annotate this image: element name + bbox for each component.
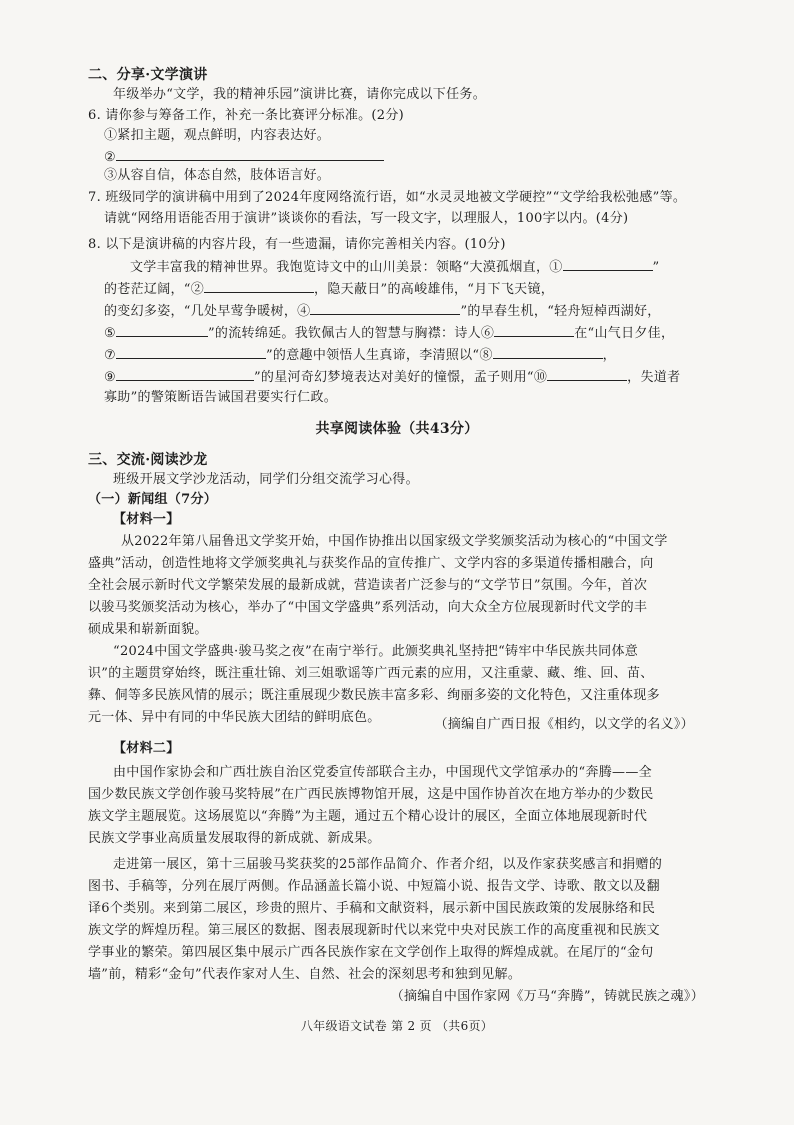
material-1-line: 以骏马奖颁奖活动为核心，举办了“中国文学盛典”系列活动，向大众全方位展现新时代文学的丰: [88, 600, 648, 615]
passage-text: ⑨: [104, 370, 116, 385]
material-1-line: “2024中国文学盛典·骏马奖之夜”在南宁举行。此颁奖典礼坚持把“铸牢中华民族共同体意: [113, 644, 639, 659]
answer-blank-2[interactable]: [204, 279, 314, 293]
answer-blank-1[interactable]: [563, 257, 653, 271]
passage-text: ”的早春生机，“轻舟短棹西湖好，: [460, 304, 661, 319]
answer-blank-9[interactable]: [116, 367, 254, 381]
material-1-line: 盛典”活动，创造性地将文学颁奖典礼与获奖作品的宣传推广、文学内容的多渠道传播相融合，向: [88, 556, 654, 571]
q6-criterion-2: [104, 147, 384, 167]
q8-passage-line-6: [104, 367, 680, 387]
material-2-line: 图书、手稿等，分列在展厅两侧。作品涵盖长篇小说、中短篇小说、报告文学、诗歌、散文以及翻: [88, 879, 660, 894]
passage-text: ”: [652, 260, 660, 275]
page-footer: 八年级语文试卷 第 2 页 （共6页）: [300, 1019, 494, 1033]
passage-text: 的变幻多姿，“几处早莺争暖树，④: [104, 304, 311, 319]
material-1-source: （摘编自广西日报《相约，以文学的名义》）: [434, 717, 694, 732]
section-heading: 二、分享·文学演讲: [88, 67, 208, 83]
answer-blank-7[interactable]: [116, 345, 266, 359]
section-intro: 班级开展文学沙龙活动，同学们分组交流学习心得。: [113, 472, 419, 487]
material-2-label: 【材料二】: [113, 741, 180, 756]
material-2-line: 族文学的辉煌历程。第三展区的数据、图表展现新时代以来党中央对民族工作的高度重视和民族文: [88, 923, 660, 938]
material-2-line: 译6个类别。来到第二展区，珍贵的照片、手稿和文献资料，展示新中国民族政策的发展脉络和民: [88, 901, 656, 916]
passage-text: ⑤: [104, 326, 116, 341]
answer-blank-4[interactable]: [310, 301, 460, 315]
answer-blank-5[interactable]: [116, 323, 208, 337]
q6-item-label: ②: [104, 150, 116, 165]
section-heading: 三、交流·阅读沙龙: [88, 452, 208, 468]
material-1-line: 彝、侗等多民族风情的展示；既注重展现少数民族丰富多彩、绚丽多姿的文化特色，又注重体现多: [88, 688, 660, 703]
answer-blank-10[interactable]: [547, 367, 627, 381]
question-6-stem: 6. 请你参与筹备工作，补充一条比赛评分标准。(2分): [88, 108, 405, 123]
answer-blank-8[interactable]: [493, 345, 603, 359]
passage-text: 在“山气日夕佳，: [574, 326, 675, 341]
material-1-line: 全社会展示新时代文学繁荣发展的最新成就，营造读者广泛参与的“文学节日”氛围。今年，首次: [88, 578, 648, 593]
q8-passage-line-3: [104, 301, 661, 321]
material-2-line: 民族文学事业高质量发展取得的新成就、新成果。: [88, 831, 381, 846]
material-1-line: 从2022年第八届鲁迅文学奖开始，中国作协推出以国家级文学奖颁奖活动为核心的“中国文学: [121, 534, 668, 549]
passage-text: ，: [602, 348, 616, 363]
passage-text: ⑦: [104, 348, 116, 363]
part-title: 共享阅读体验（共43分）: [315, 421, 479, 437]
material-2-line: 墙”前，精彩“金句”代表作家对人生、自然、社会的深刻思考和独到见解。: [88, 967, 522, 982]
section-intro: 年级举办“文学，我的精神乐园”演讲比赛，请你完成以下任务。: [113, 87, 486, 102]
q6-criterion-1: ①紧扣主题，观点鲜明，内容表达好。: [104, 128, 331, 143]
material-2-line: 走进第一展区，第十三届骏马奖获奖的25部作品简介、作者介绍，以及作家获奖感言和捐赠的: [113, 857, 663, 872]
q8-passage-line-2: [104, 279, 554, 299]
passage-text: 文学丰富我的精神世界。我饱览诗文中的山川美景：领略“大漠孤烟直，①: [130, 260, 563, 275]
passage-text: ”的流转绵延。我钦佩古人的智慧与胸襟：诗人⑥: [207, 326, 495, 341]
q8-passage-line-4: [104, 323, 674, 343]
question-8-stem: 8. 以下是演讲稿的内容片段，有一些遗漏，请你完善相关内容。(10分): [88, 237, 506, 252]
q8-passage-line-5: [104, 345, 616, 365]
answer-blank-6[interactable]: [494, 323, 574, 337]
material-1-line: 识”的主题贯穿始终，既注重壮锦、刘三姐歌谣等广西元素的应用，又注重蒙、藏、维、回、苗、: [88, 666, 654, 681]
question-7-line-1: 7. 班级同学的演讲稿中用到了2024年度网络流行语，如“水灵灵地被文学硬控”“文学给我松弛感”等。: [88, 190, 687, 205]
passage-text: ”的星河奇幻梦境表达对美好的憧憬，孟子则用“⑩: [253, 370, 548, 385]
q6-criterion-3: ③从容自信，体态自然，肢体语言好。: [104, 168, 331, 183]
material-2-line: 学事业的繁荣。第四展区集中展示广西各民族作家在文学创作上取得的辉煌成就。在尾厅的“金句: [88, 945, 654, 960]
passage-text: ，失道者: [627, 370, 681, 385]
passage-text: ，隐天蔽日”的高峻雄伟，“月下飞天镜，: [314, 282, 555, 297]
material-2-source: （摘编自中国作家网《万马“奔腾”，铸就民族之魂》）: [390, 989, 704, 1004]
material-2-line: 国少数民族文学创作骏马奖特展”在广西民族博物馆开展，这是中国作协首次在地方举办的少数民: [88, 787, 654, 802]
material-1-line: 元一体、异中有同的中华民族大团结的鲜明底色。: [88, 710, 381, 725]
material-2-line: 族文学主题展览。这场展览以“奔腾”为主题，通过五个精心设计的展区，全面立体地展现新时代: [88, 809, 648, 824]
material-1-line: 硕成果和崭新面貌。: [88, 622, 208, 637]
question-7-line-2: 请就“网络用语能否用于演讲”谈谈你的看法，写一段文字，以理服人，100字以内。(4分): [104, 211, 629, 226]
answer-blank[interactable]: [116, 147, 384, 161]
group-heading: （一）新闻组（7分）: [88, 492, 218, 507]
passage-text: 的苍茫辽阔，“②: [104, 282, 205, 297]
q8-passage-line-1: [130, 257, 660, 277]
material-2-line: 由中国作家协会和广西壮族自治区党委宣传部联合主办，中国现代文学馆承办的“奔腾——全: [113, 765, 652, 780]
passage-text: ”的意趣中领悟人生真谛，李清照以“⑧: [265, 348, 493, 363]
material-1-label: 【材料一】: [113, 512, 180, 527]
q8-passage-line-7: 寡助”的警策断语告诫国君要实行仁政。: [104, 390, 338, 405]
